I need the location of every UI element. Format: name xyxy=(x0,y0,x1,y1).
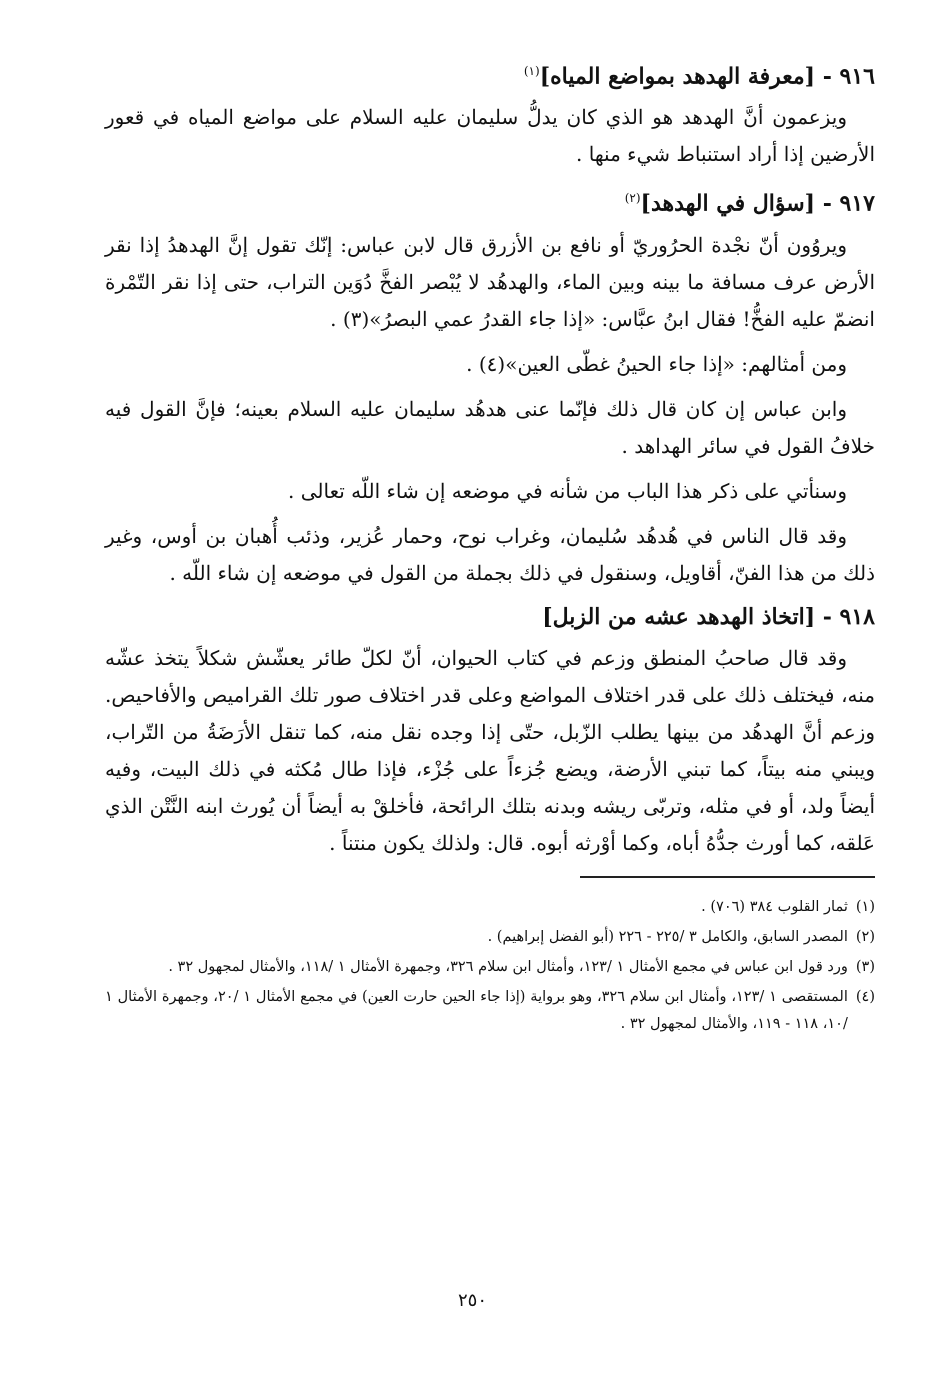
footnote-item xyxy=(105,984,875,1038)
footnote-item xyxy=(105,924,875,951)
paragraph: ويزعمون أنَّ الهدهد هو الذي كان يدلُّ سليمان عليه السلام على مواضع المياه في قعور الأرضين إذا أراد استنباط شيء منها . xyxy=(105,105,875,167)
paragraph: ويروُون أنّ نجْدة الحرُوريّ أو نافع بن الأزرق قال لابن عباس: إنّك تقول إنَّ الهدهدُ إذا نقر الأرض عرف مسافة ما بينه وبين الماء، والهدهُد لا يُبْصر الفخَّ دُوَين التراب، حتى إذا نقر التّمْرة انضمّ عليه الفخُّ! فقال ابنُ عبَّاس: «إذا جاء القدرُ عمي البصرُ»(٣) . xyxy=(105,232,875,331)
paragraph: وقد قال صاحبُ المنطق وزعم في كتاب الحيوان، أنّ لكلّ طائر يعشّش شكلاً يتخذ عشّه منه، فيختلف ذلك على قدر اختلاف المواضع وعلى قدر اختلاف صور تلك القراميص والأفاحيص. وزعم أنَّ الهدهُد من بينها يطلب الزّبل، حتّى إذا وجده نقل منه، كما تنقل الأرَضَةُ من التّراب، ويبني منه بيتاً، كما تبني الأرضة، ويضع جُزءاً على جُزْء، فإذا طال مُكثه في ذلك البيت، وفيه أيضاً ولد، أو في مثله، وتربّى ريشه وبدنه بتلك الرائحة، فأخلقْ به أيضاً أن يُورث ابنه النَّتْن الذي عَلقه، كما أورث جدُّهُ أباه، وكما أوْرثه أبوه. قال: ولذلك يكون منتناً . xyxy=(105,645,875,855)
paragraph: وسنأتي على ذكر هذا الباب من شأنه في موضعه إن شاء اللّه تعالى . xyxy=(288,478,847,503)
footnote-number: (٣) xyxy=(855,958,875,975)
footnote-number: (٤) xyxy=(855,988,875,1005)
paragraph: وقد قال الناس في هُدهُد سُليمان، وغراب نوح، وحمار عُزير، وذئب أُهبان بن أوس، وغير ذلك من هذا الفنّ، أقاويل، وسنقول في ذلك بجملة من القول في موضعه إن شاء اللّه . xyxy=(105,523,875,585)
section-heading-917: ٩١٧ - [سؤال في الهدهد]$^{(٢)}$ xyxy=(624,190,875,217)
footnote-text: ورد قول ابن عباس في مجمع الأمثال ١ /١٢٣، وأمثال ابن سلام ٣٢٦، وجمهرة الأمثال ١ /١١٨، والأمثال لمجهول ٣٢ . xyxy=(168,958,848,975)
footnote-text: المصدر السابق، والكامل ٣ /٢٢٥ - ٢٢٦ (أبو الفضل إبراهيم) . xyxy=(487,928,848,945)
footnote-ref: (١) xyxy=(523,64,540,78)
footnote-number: (١) xyxy=(855,898,875,915)
section-heading-916: ٩١٦ - [معرفة الهدهد بمواضع المياه]$^{(١)}$ xyxy=(523,63,875,90)
footnote-text: المستقصى ١ /١٢٣، وأمثال ابن سلام ٣٢٦، وهو برواية (إذا جاء الحين حارت العين) في مجمع الأمثال ١ /٢٠، وجمهرة الأمثال ١ /١٠، ١١٨ - ١١٩، والأمثال لمجهول ٣٢ . xyxy=(105,988,848,1032)
page-number: ٢٥٠ xyxy=(457,1290,487,1311)
footnote-number: (٢) xyxy=(855,928,875,945)
footnote-ref: (٢) xyxy=(624,191,641,206)
footnote-item xyxy=(105,894,875,921)
paragraph: وابن عباس إن كان قال ذلك فإنّما عنى هدهُد سليمان عليه السلام بعينه؛ فإنَّ القول فيه خلافُ القول في سائر الهداهد . xyxy=(105,396,875,458)
paragraph: ومن أمثالهم: «إذا جاء الحينُ غطّى العين»(٤) . xyxy=(466,351,847,376)
section-heading-918: ٩١٨ - [اتخاذ الهدهد عشه من الزبل] xyxy=(542,603,875,630)
footnote-item xyxy=(105,954,875,981)
footnotes xyxy=(105,894,875,1038)
footnote-text: ثمار القلوب ٣٨٤ (٧٠٦) . xyxy=(701,898,848,915)
footnote-divider xyxy=(580,876,875,878)
